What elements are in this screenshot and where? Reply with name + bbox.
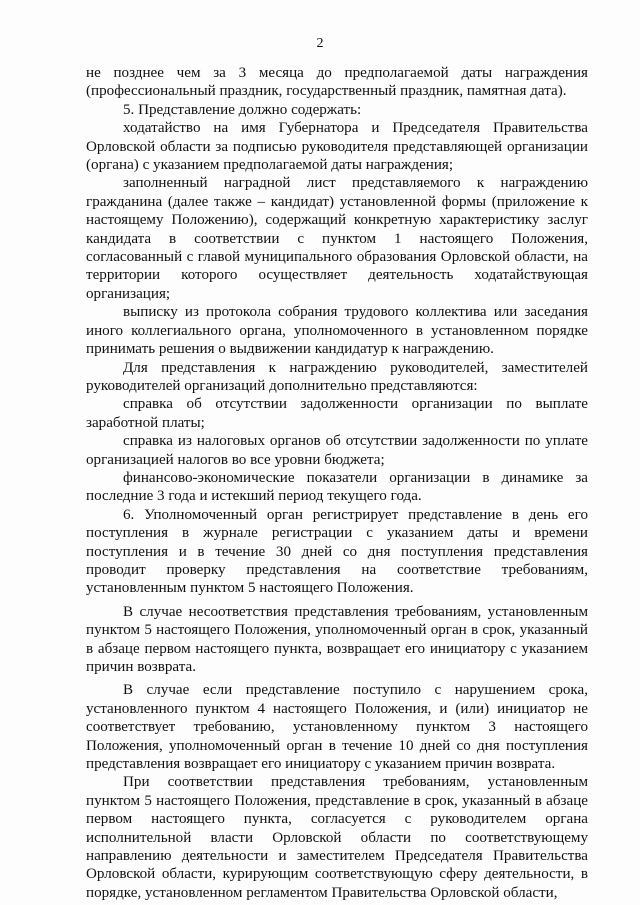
- paragraph-salary-certificate: справка об отсутствии задолженности организации по выплате заработной платы;: [86, 396, 588, 431]
- paragraph-tax-certificate: справка из налоговых органов об отсутствии задолженности по уплате организацией налогов во все уровни бюджета;: [86, 433, 588, 468]
- paragraph-deadline-continuation: не позднее чем за 3 месяца до предполагаемой даты награждения (профессиональный праздник, государственный праздник, памятная дата).: [86, 65, 588, 100]
- paragraph-item-6-registration: 6. Уполномоченный орган регистрирует представление в день его поступления в журнале регистрации с указанием даты и времени поступления и в течение 30 дней со дня поступления представления проводит проверку представления на соответствие требованиям, установленным пунктом 5 настоящего Положения.: [86, 506, 588, 597]
- paragraph-managers-additional: Для представления к награждению руководителей, заместителей руководителей организаций дополнительно представляются:: [86, 359, 588, 394]
- paragraph-protocol-extract: выписку из протокола собрания трудового коллектива или заседания иного коллегиального органа, уполномоченного в установленном порядке принимать решения о выдвижении кандидатур к награждению.: [86, 304, 588, 358]
- paragraph-approval-procedure: При соответствии представления требованиям, установленным пунктом 5 настоящего Положения, представление в срок, указанный в абзаце первом настоящего пункта, согласуется с руководителем органа исполнительной власти Орловской области по соответствующему направлению деятельности и заместителем Председателя Правительства Орловской области, курирующим соответствующую сферу деятельности, в порядке, установленном регламентом Правительства Орловской области,: [86, 774, 588, 901]
- page-number: 2: [316, 36, 324, 51]
- paragraph-nonconformity-return: В случае несоответствия представления требованиям, установленным пунктом 5 настоящего Положения, уполномоченный орган в срок, указанный в абзаце первом настоящего пункта, возвращает его инициатору с указанием причин возврата.: [86, 603, 588, 675]
- paragraph-award-sheet: заполненный наградной лист представляемого к награждению гражданина (далее также – кандидат) установленной формы (приложение к настоящему Положению), содержащий конкретную характеристику заслуг кандидата в соответствии с пунктом 1 настоящего Положения, согласованный с главой муниципального образования Орловской области, на территории которого осуществляет деятельность ходатайствующая организация;: [86, 175, 588, 302]
- paragraph-item-5-heading: 5. Представление должно содержать:: [123, 101, 362, 118]
- paragraph-petition: ходатайство на имя Губернатора и Председателя Правительства Орловской области за подписью руководителя представляющей организации (органа) с указанием предполагаемой даты награждения;: [86, 120, 588, 174]
- paragraph-economic-indicators: финансово-экономические показатели организации в динамике за последние 3 года и истекший период текущего года.: [86, 469, 588, 505]
- document-body: [86, 64, 588, 902]
- paragraph-late-submission-return: В случае если представление поступило с нарушением срока, установленного пунктом 4 настоящего Положения, и (или) инициатор не соответствует требованию, установленному пунктом 3 настоящего Положения, уполномоченный орган в течение 10 дней со дня поступления представления возвращает его инициатору с указанием причин возврата.: [86, 682, 588, 773]
